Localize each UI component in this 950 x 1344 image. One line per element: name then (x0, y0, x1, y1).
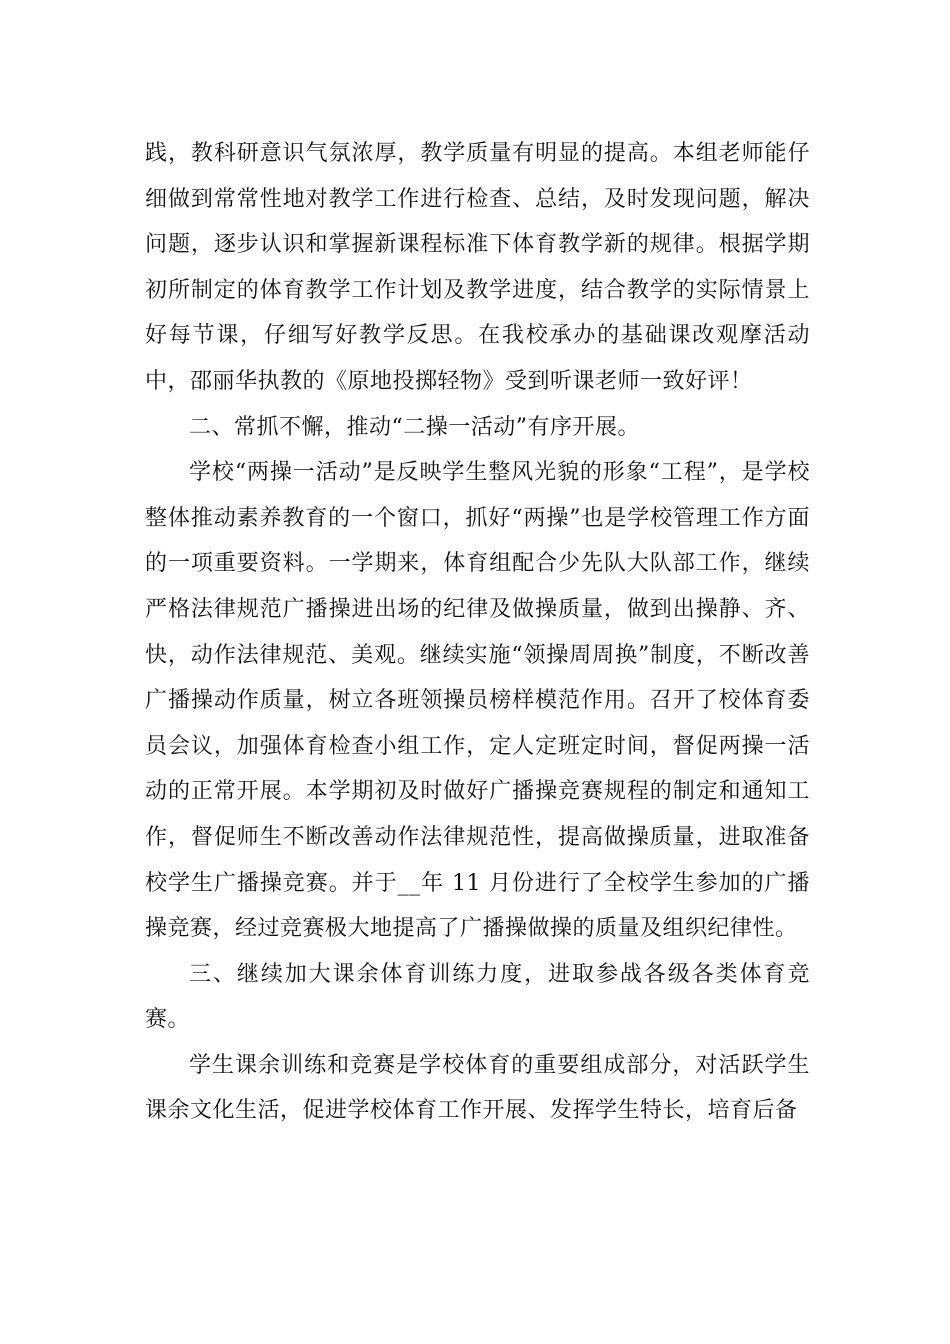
paragraph-two-exercises: 学校“两操一活动”是反映学生整风光貌的形象“工程”，是学校整体推动素养教育的一个窗口，抓好“两操”也是学校管理工作方面的一项重要资料。一学期来，体育组配合少先队大队部工作，继续严格法律规范广播操进出场的纪律及做操质量，做到出操静、齐、快，动作法律规范、美观。继续实施“领操周周换”制度，不断改善广播操动作质量，树立各班领操员榜样模范作用。召开了校体育委员会议，加强体育检查小组工作，定人定班定时间，督促两操一活动的正常开展。本学期初及时做好广播操竞赛规程的制定和通知工作，督促师生不断改善动作法律规范性，提高做操质量，进取准备校学生广播操竞赛。并于__年 11 月份进行了全校学生参加的广播操竞赛，经过竞赛极大地提高了广播操做操的质量及组织纪律性。 (145, 460, 810, 942)
paragraph-extracurricular-training: 学生课余训练和竞赛是学校体育的重要组成部分，对活跃学生课余文化生活，促进学校体育工作开展、发挥学生特长，培育后备 (145, 1052, 810, 1124)
heading-section-two: 二、常抓不懈，推动“二操一活动”有序开展。 (189, 414, 640, 440)
paragraph-continued-teaching: 践，教科研意识气氛浓厚，教学质量有明显的提高。本组老师能仔细做到常常性地对教学工作进行检查、总结，及时发现问题，解决问题，逐步认识和掌握新课程标准下体育教学新的规律。根据学期初所制定的体育教学工作计划及教学进度，结合教学的实际情景上好每节课，仔细写好教学反思。在我校承办的基础课改观摩活动中，邵丽华执教的《原地投掷轻物》受到听课老师一致好评！ (145, 141, 810, 394)
document-body (145, 131, 810, 1134)
heading-section-three: 三、继续加大课余体育训练力度，进取参战各级各类体育竞赛。 (145, 961, 810, 1033)
